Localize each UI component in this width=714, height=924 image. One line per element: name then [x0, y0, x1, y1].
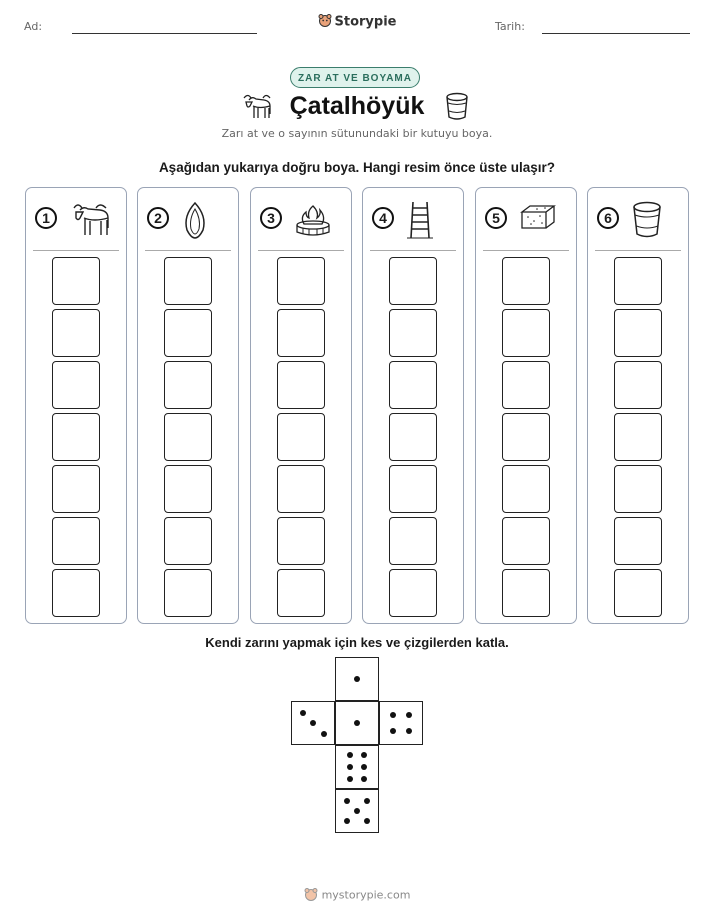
- column-number: 3: [260, 207, 282, 229]
- storypie-logo-icon: [318, 13, 332, 31]
- color-box[interactable]: [164, 361, 212, 409]
- bucket-icon: [630, 200, 664, 245]
- subtitle: Zarı at ve o sayının sütunundaki bir kutuyu boya.: [221, 127, 493, 140]
- dice-pip: [406, 712, 412, 718]
- dice-pip: [321, 731, 327, 737]
- color-box[interactable]: [52, 465, 100, 513]
- dice-pip: [347, 764, 353, 770]
- color-box[interactable]: [52, 257, 100, 305]
- dice-pip: [347, 776, 353, 782]
- color-box[interactable]: [614, 517, 662, 565]
- ladder-icon: [405, 200, 435, 245]
- color-box[interactable]: [277, 361, 325, 409]
- color-box[interactable]: [614, 413, 662, 461]
- dice-pip: [354, 676, 360, 682]
- page-title: Çatalhöyük: [289, 92, 425, 120]
- column-divider: [258, 250, 344, 251]
- column-divider: [145, 250, 231, 251]
- color-box[interactable]: [614, 361, 662, 409]
- dice-face-1: [335, 657, 379, 701]
- color-box[interactable]: [502, 465, 550, 513]
- hearth-fire-icon: [293, 200, 333, 243]
- dice-face-6: [335, 745, 379, 789]
- color-box[interactable]: [614, 309, 662, 357]
- dice-face-3: [291, 701, 335, 745]
- dice-pip: [347, 752, 353, 758]
- column-number: 2: [147, 207, 169, 229]
- color-box[interactable]: [389, 361, 437, 409]
- dice-face-1: [335, 701, 379, 745]
- mud-brick-icon: [518, 200, 558, 239]
- color-box[interactable]: [502, 309, 550, 357]
- color-box[interactable]: [52, 361, 100, 409]
- color-box[interactable]: [389, 465, 437, 513]
- storypie-footer-logo-icon: [304, 887, 318, 904]
- color-box[interactable]: [164, 465, 212, 513]
- color-box[interactable]: [389, 413, 437, 461]
- color-box[interactable]: [277, 517, 325, 565]
- bull-icon: [68, 200, 112, 245]
- column-number: 6: [597, 207, 619, 229]
- dice-pip: [344, 818, 350, 824]
- column-2: [137, 187, 239, 624]
- color-box[interactable]: [164, 257, 212, 305]
- bucket-icon: [444, 91, 470, 126]
- color-box[interactable]: [52, 309, 100, 357]
- footer-url[interactable]: mystorypie.com: [321, 888, 411, 902]
- column-6: [587, 187, 689, 624]
- color-box[interactable]: [52, 413, 100, 461]
- color-box[interactable]: [389, 257, 437, 305]
- activity-badge: ZAR AT VE BOYAMA: [290, 67, 420, 88]
- color-box[interactable]: [614, 257, 662, 305]
- dice-pip: [361, 752, 367, 758]
- brand-name: Storypie: [334, 14, 397, 30]
- column-divider: [483, 250, 569, 251]
- name-line[interactable]: [72, 33, 257, 34]
- color-box[interactable]: [502, 361, 550, 409]
- dice-pip: [300, 710, 306, 716]
- color-box[interactable]: [389, 517, 437, 565]
- cut-instruction: Kendi zarını yapmak için kes ve çizgilerden katla.: [205, 635, 509, 650]
- column-divider: [595, 250, 681, 251]
- column-3: [250, 187, 352, 624]
- dice-pip: [354, 720, 360, 726]
- column-divider: [33, 250, 119, 251]
- color-box[interactable]: [277, 413, 325, 461]
- color-box[interactable]: [277, 569, 325, 617]
- color-box[interactable]: [389, 309, 437, 357]
- color-box[interactable]: [164, 517, 212, 565]
- dice-pip: [406, 728, 412, 734]
- column-number: 5: [485, 207, 507, 229]
- color-box[interactable]: [502, 257, 550, 305]
- dice-pip: [361, 776, 367, 782]
- column-number: 1: [35, 207, 57, 229]
- dice-pip: [354, 808, 360, 814]
- column-divider: [370, 250, 456, 251]
- color-box[interactable]: [277, 257, 325, 305]
- dice-pip: [310, 720, 316, 726]
- date-label: Tarih:: [495, 20, 525, 33]
- date-line[interactable]: [542, 33, 690, 34]
- color-box[interactable]: [614, 569, 662, 617]
- dice-face-5: [335, 789, 379, 833]
- color-box[interactable]: [164, 569, 212, 617]
- color-box[interactable]: [389, 569, 437, 617]
- instruction: Aşağıdan yukarıya doğru boya. Hangi resim önce üste ulaşır?: [158, 160, 556, 175]
- color-box[interactable]: [52, 517, 100, 565]
- footer: [0, 887, 714, 904]
- color-box[interactable]: [502, 569, 550, 617]
- color-box[interactable]: [502, 413, 550, 461]
- dice-pip: [344, 798, 350, 804]
- dice-pip: [390, 712, 396, 718]
- dice-pip: [364, 798, 370, 804]
- dice-pip: [390, 728, 396, 734]
- dice-pip: [364, 818, 370, 824]
- brand: [0, 13, 714, 31]
- dice-face-4: [379, 701, 423, 745]
- color-box[interactable]: [164, 309, 212, 357]
- column-number: 4: [372, 207, 394, 229]
- color-box[interactable]: [164, 413, 212, 461]
- color-box[interactable]: [52, 569, 100, 617]
- color-box[interactable]: [614, 465, 662, 513]
- column-1: [25, 187, 127, 624]
- dice-pip: [361, 764, 367, 770]
- color-box[interactable]: [277, 309, 325, 357]
- column-4: [362, 187, 464, 624]
- color-box[interactable]: [277, 465, 325, 513]
- column-5: [475, 187, 577, 624]
- name-label: Ad:: [24, 20, 43, 33]
- almond-seed-icon: [180, 200, 210, 245]
- color-box[interactable]: [502, 517, 550, 565]
